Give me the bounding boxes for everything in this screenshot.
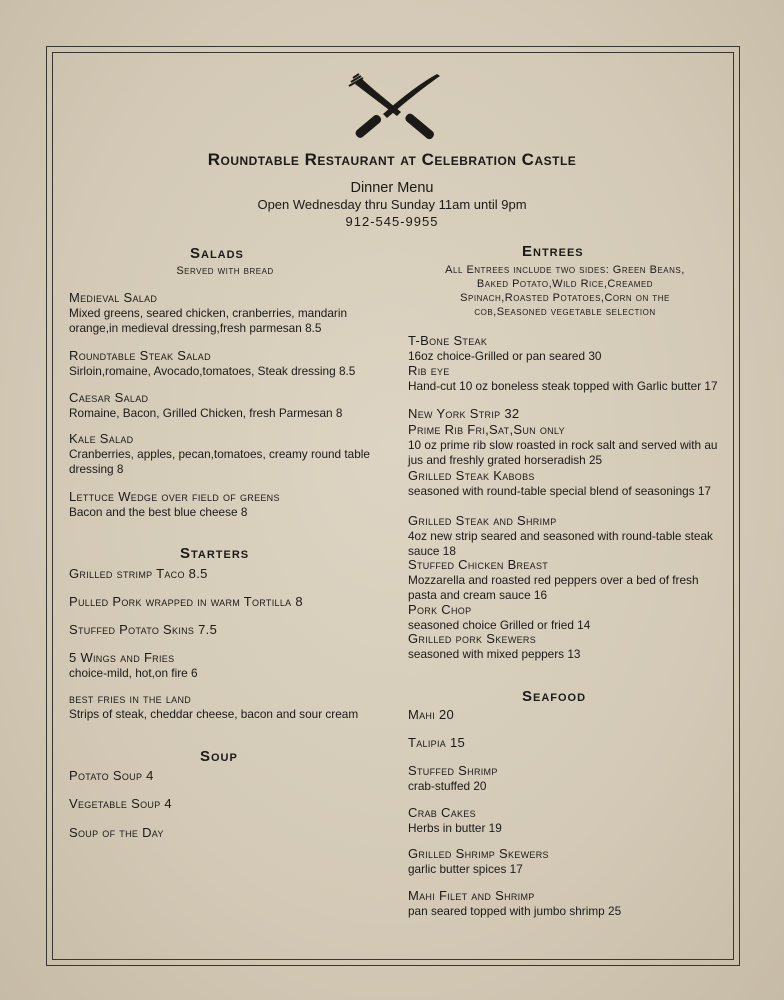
item-name: Stuffed Shrimp: [408, 763, 498, 778]
menu-item: [69, 768, 389, 784]
opening-hours: Open Wednesday thru Sunday 11am until 9pm: [257, 197, 527, 212]
menu-item: [408, 602, 718, 633]
item-name: Vegetable Soup 4: [69, 796, 172, 811]
item-desc: choice-mild, hot,on fire 6: [69, 665, 198, 680]
item-name: Pulled Pork wrapped in warm Tortilla 8: [69, 594, 303, 609]
menu-item: [408, 763, 718, 794]
item-desc: seasoned choice Grilled or fried 14: [408, 617, 591, 632]
item-name: Pork Chop: [408, 602, 472, 617]
item-name: Grilled Steak Kabobs: [408, 468, 535, 483]
menu-item: [408, 513, 718, 560]
item-name: Caesar Salad: [69, 390, 149, 405]
item-name: Grilled pork Skewers: [408, 631, 537, 646]
item-desc: 16oz choice-Grilled or pan seared 30: [408, 348, 602, 363]
item-desc: 4oz new strip seared and seasoned with round-table steak sauce 18: [408, 528, 713, 558]
item-desc: Romaine, Bacon, Grilled Chicken, fresh Parmesan 8: [69, 405, 343, 420]
item-desc: Mixed greens, seared chicken, cranberries, mandarin orange,in medieval dressing,fresh parmesan 8.5: [69, 305, 348, 335]
menu-item: [408, 631, 718, 662]
item-desc: 10 oz prime rib slow roasted in rock salt and served with au jus and freshly grated horseradish 25: [408, 437, 718, 467]
menu-item: [408, 888, 718, 919]
phone-number: 912-545-9955: [345, 214, 439, 229]
menu-item: [408, 406, 718, 422]
item-desc: Herbs in butter 19: [408, 820, 502, 835]
item-name: Roundtable Steak Salad: [69, 348, 211, 363]
menu-item: [69, 796, 389, 812]
item-name: Mahi Filet and Shrimp: [408, 888, 535, 903]
menu-item: [69, 290, 389, 337]
salads-note: Served with bread: [176, 265, 274, 277]
item-name: Kale Salad: [69, 431, 134, 446]
menu-item: [408, 707, 718, 723]
item-desc: crab-stuffed 20: [408, 778, 487, 793]
item-name: Soup of the Day: [69, 825, 164, 840]
menu-item: [69, 489, 389, 520]
item-name: Crab Cakes: [408, 805, 476, 820]
item-desc: Cranberries, apples, pecan,tomatoes, creamy round table dressing 8: [69, 446, 370, 476]
item-name: Grilled Shrimp Skewers: [408, 846, 549, 861]
item-desc: Strips of steak, cheddar cheese, bacon and sour cream: [69, 706, 359, 721]
item-desc: Hand-cut 10 oz boneless steak topped with Garlic butter 17: [408, 378, 718, 393]
salads-heading: Salads: [190, 245, 244, 262]
menu-item: [69, 622, 389, 638]
item-name: Prime Rib Fri,Sat,Sun only: [408, 422, 565, 437]
menu-item: [408, 735, 718, 751]
item-name: New York Strip 32: [408, 406, 520, 421]
seafood-heading: Seafood: [522, 688, 587, 705]
menu-item: [408, 363, 718, 394]
item-name: Rib eye: [408, 363, 450, 378]
menu-item: [69, 594, 389, 610]
item-name: Stuffed Chicken Breast: [408, 557, 549, 572]
item-desc: garlic butter spices 17: [408, 861, 523, 876]
menu-item: [69, 825, 389, 841]
menu-item: [69, 431, 389, 478]
item-desc: seasoned with round-table special blend of seasonings 17: [408, 483, 711, 498]
item-name: 5 Wings and Fries: [69, 650, 175, 665]
menu-item: [69, 566, 389, 582]
item-desc: Bacon and the best blue cheese 8: [69, 504, 248, 519]
item-desc: Mozzarella and roasted red peppers over a bed of fresh pasta and cream sauce 16: [408, 572, 699, 602]
item-desc: pan seared topped with jumbo shrimp 25: [408, 903, 622, 918]
crossed-fork-knife-icon: [345, 70, 445, 145]
item-desc: seasoned with mixed peppers 13: [408, 646, 581, 661]
item-name: T-Bone Steak: [408, 333, 488, 348]
entrees-note: All Entrees include two sides: Green Beans, Baked Potato,Wild Rice,Creamed Spinach,Roasted Potatoes,Corn on the cob,Seasoned vegetable selection: [445, 264, 685, 318]
item-desc: Sirloin,romaine, Avocado,tomatoes, Steak dressing 8.5: [69, 363, 356, 378]
menu-item: [408, 557, 718, 604]
item-name: Grilled strimp Taco 8.5: [69, 566, 208, 581]
menu-item: [408, 805, 718, 836]
menu-item: [69, 691, 389, 722]
menu-subtitle: Dinner Menu: [350, 180, 434, 196]
menu-item: [69, 650, 389, 681]
item-name: Stuffed Potato Skins 7.5: [69, 622, 218, 637]
restaurant-title: Roundtable Restaurant at Celebration Castle: [207, 150, 577, 169]
starters-heading: Starters: [180, 545, 250, 562]
item-name: best fries in the land: [69, 691, 192, 706]
menu-item: [69, 348, 389, 379]
menu-item: [408, 422, 718, 469]
item-name: Lettuce Wedge over field of greens: [69, 489, 280, 504]
item-name: Medieval Salad: [69, 290, 158, 305]
item-name: Grilled Steak and Shrimp: [408, 513, 557, 528]
menu-item: [408, 846, 718, 877]
item-name: Mahi 20: [408, 707, 455, 722]
soup-heading: Soup: [200, 748, 238, 765]
item-name: Potato Soup 4: [69, 768, 154, 783]
menu-item: [408, 468, 718, 499]
menu-item: [69, 390, 389, 421]
item-name: Talipia 15: [408, 735, 466, 750]
entrees-heading: Entrees: [522, 243, 584, 260]
menu-item: [408, 333, 718, 364]
